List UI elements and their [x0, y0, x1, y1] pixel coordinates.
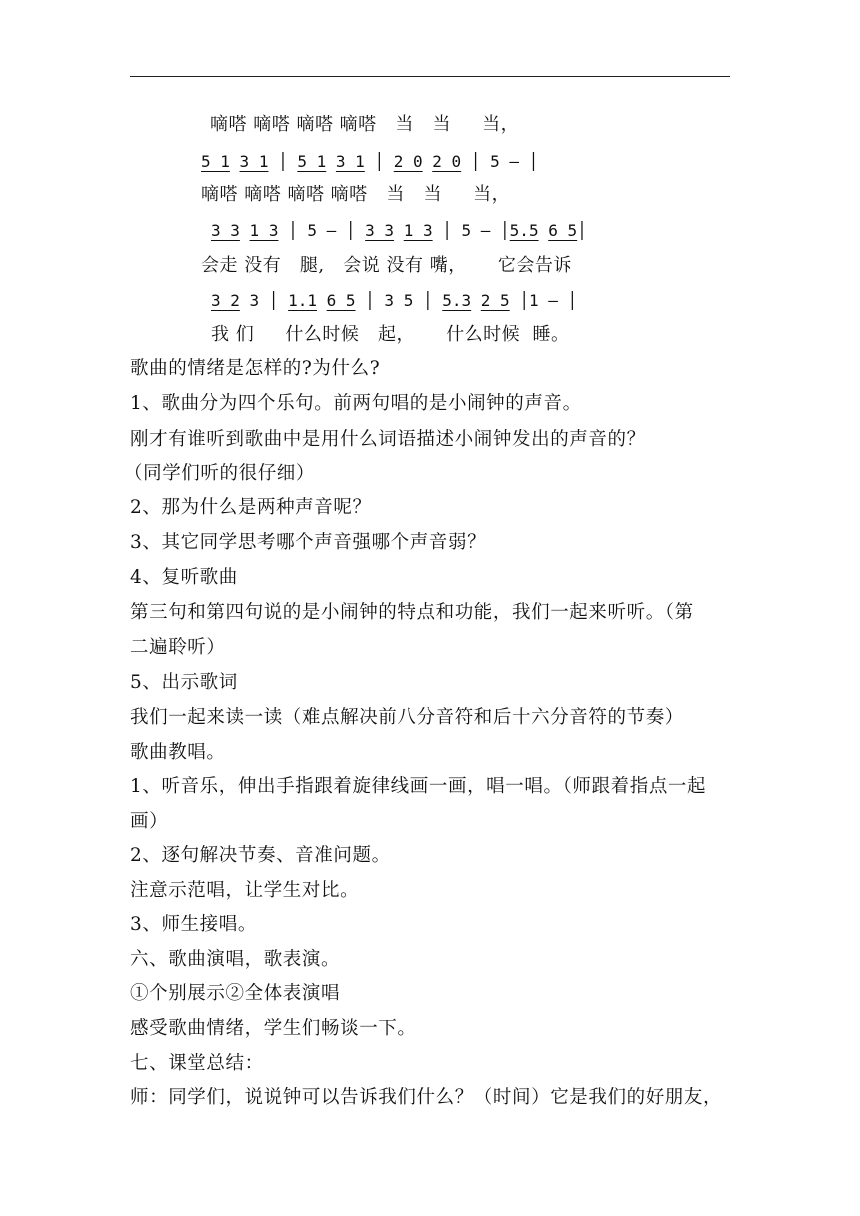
note-segment: │ 5 – │: [461, 152, 539, 171]
paragraph-line: 六、歌曲演唱，歌表演。: [130, 949, 341, 970]
paragraph-line: （同学们听的很仔细）: [124, 463, 316, 484]
notation-line-2: [211, 220, 587, 242]
paragraph-line: 2、逐句解决节奏、音准问题。: [130, 845, 391, 866]
paragraph-line: 画）: [130, 811, 169, 832]
paragraph-line: 我们一起来读一读（难点解决前八分音符和后十六分音符的节奏）: [130, 707, 684, 728]
note-segment: │: [268, 152, 298, 171]
paragraph-line: 二遍聆听）: [130, 637, 226, 658]
note-segment: │1 – │: [509, 291, 578, 310]
note-segment: [423, 152, 433, 171]
paragraph-line: 5、出示歌词: [130, 672, 238, 693]
lyrics-line-4: 我 们 什么时候 起， 什么时候 睡。: [211, 324, 570, 345]
paragraph-line: 2、那为什么是两种声音呢？: [130, 497, 372, 518]
beamed-notes: 1.1: [288, 291, 317, 310]
note-segment: │: [364, 152, 394, 171]
beamed-notes: 5 1: [201, 152, 230, 171]
beamed-notes: 5.5: [509, 221, 539, 240]
beamed-notes: 1 3: [403, 221, 433, 240]
beamed-notes: 5.3: [442, 291, 472, 310]
paragraph-line: 歌曲的情绪是怎样的?为什么?: [130, 358, 381, 379]
note-segment: │: [577, 221, 587, 240]
beamed-notes: 5 1: [297, 152, 327, 171]
paragraph-line: 注意示范唱，让学生对比。: [130, 880, 360, 901]
paragraph-line: 刚才有谁听到歌曲中是用什么词语描述小闹钟发出的声音的？: [130, 429, 646, 450]
beamed-notes: 3 3: [365, 221, 395, 240]
notation-line-3: [211, 290, 577, 312]
beamed-notes: 3 1: [239, 152, 269, 171]
note-segment: [471, 291, 481, 310]
beamed-notes: 2 5: [480, 291, 510, 310]
paragraph-line: 3、师生接唱。: [130, 914, 257, 935]
note-segment: [394, 221, 404, 240]
lyrics-line-3: 会走 没有 腿, 会说 没有 嘴， 它会告诉: [201, 255, 572, 276]
notation-line-1: [201, 151, 538, 173]
note-segment: [230, 152, 240, 171]
lyrics-line-2: 嘀嗒 嘀嗒 嘀嗒 嘀嗒 当 当 当，: [201, 184, 511, 205]
note-segment: │ 3 5 │: [355, 291, 443, 310]
paragraph-line: 感受歌曲情绪，学生们畅谈一下。: [130, 1018, 417, 1039]
beamed-notes: 3 3: [211, 221, 240, 240]
paragraph-line: 七、课堂总结：: [130, 1053, 264, 1074]
paragraph-line: 1、歌曲分为四个乐句。前两句唱的是小闹钟的声音。: [130, 393, 582, 414]
lyrics-line-1: 嘀嗒 嘀嗒 嘀嗒 嘀嗒 当 当 当，: [210, 114, 520, 135]
note-segment: 3 │: [239, 291, 289, 310]
beamed-notes: 6 5: [548, 221, 578, 240]
header-rule: [130, 76, 730, 77]
paragraph-line: 师：同学们，说说钟可以告诉我们什么？（时间）它是我们的好朋友，: [130, 1087, 723, 1108]
beamed-notes: 2 0: [432, 152, 462, 171]
note-segment: [539, 221, 549, 240]
beamed-notes: 3 2: [211, 291, 240, 310]
paragraph-line: 4、复听歌曲: [130, 567, 238, 588]
note-segment: [240, 221, 250, 240]
note-segment: [317, 291, 327, 310]
note-segment: │ 5 – │: [432, 221, 510, 240]
note-segment: │ 5 – │: [278, 221, 366, 240]
paragraph-line: 第三句和第四句说的是小闹钟的特点和功能，我们一起来听听。（第: [130, 602, 694, 623]
paragraph-line: 3、其它同学思考哪个声音强哪个声音弱？: [130, 532, 487, 553]
note-segment: [326, 152, 336, 171]
paragraph-line: 歌曲教唱。: [130, 742, 226, 763]
paragraph-line: ①个别展示②全体表演唱: [130, 983, 341, 1004]
paragraph-line: 1、听音乐，伸出手指跟着旋律线画一画，唱一唱。（师跟着指点一起: [130, 776, 707, 797]
beamed-notes: 2 0: [393, 152, 423, 171]
beamed-notes: 6 5: [326, 291, 356, 310]
beamed-notes: 1 3: [249, 221, 279, 240]
beamed-notes: 3 1: [335, 152, 365, 171]
